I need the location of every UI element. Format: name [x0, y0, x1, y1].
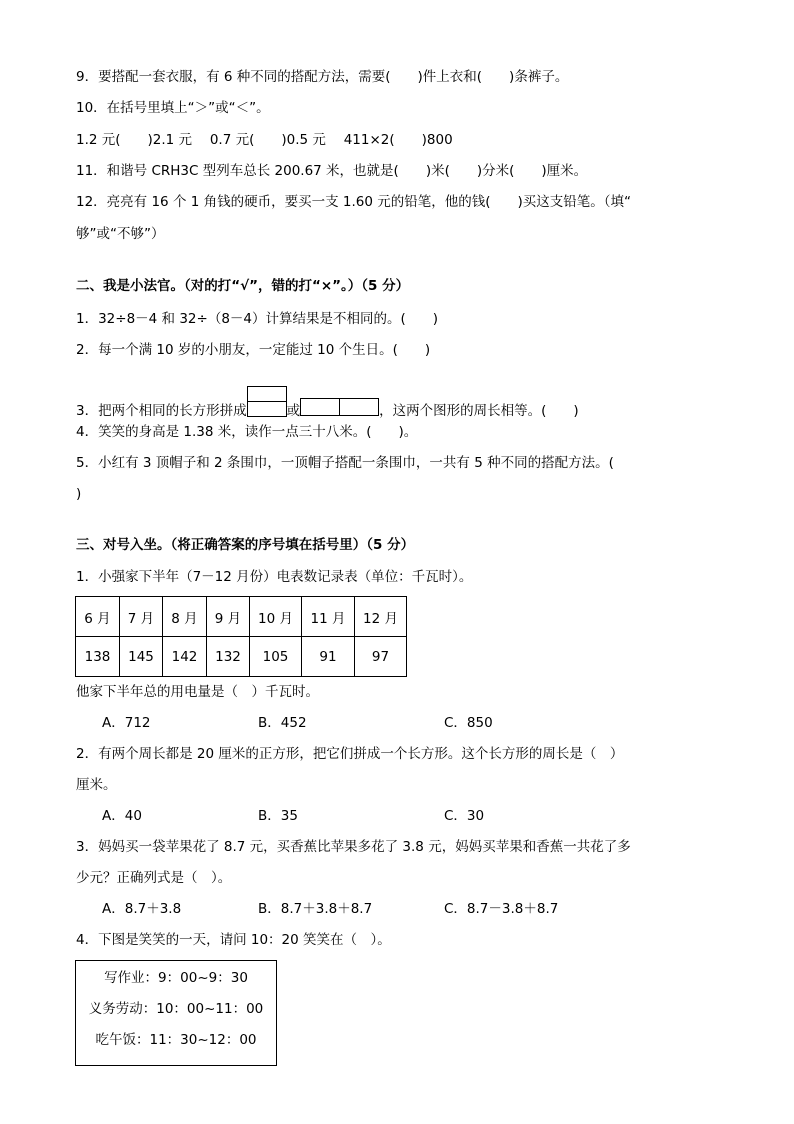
table-header-cell: 12 月 — [355, 597, 407, 637]
q2-option-b: B．35 — [258, 808, 298, 824]
table-header-cell: 10 月 — [250, 597, 302, 637]
q1-option-b: B．452 — [258, 715, 307, 731]
rectangle-right — [339, 398, 379, 416]
choice-question-3-line2: 少元？正确列式是（ ）。 — [76, 870, 232, 886]
table-row — [76, 637, 407, 677]
schedule-item: 写作业：9：00~9：30 — [104, 970, 248, 986]
q2-option-a: A．40 — [102, 808, 142, 824]
choice-question-1: 1．小强家下半年（7－12 月份）电表数记录表（单位：千瓦时）。 — [76, 569, 473, 585]
q3-option-a: A．8.7＋3.8 — [102, 901, 182, 917]
choice-question-1-ask: 他家下半年总的用电量是（ ）千瓦时。 — [76, 684, 319, 700]
q1-option-a: A．712 — [102, 715, 151, 731]
table-cell: 97 — [355, 637, 407, 677]
table-cell: 145 — [120, 637, 163, 677]
judge-question-5-line1: 5．小红有 3 顶帽子和 2 条围巾，一顶帽子搭配一条围巾，一共有 5 种不同的搭配方法。( — [76, 455, 614, 471]
choice-question-2-line2: 厘米。 — [76, 777, 117, 793]
question-10: 10．在括号里填上“＞”或“＜”。 — [76, 100, 270, 116]
judge-question-4: 4．笑笑的身高是 1.38 米，读作一点三十八米。( )。 — [76, 424, 418, 440]
rectangle-left — [300, 398, 339, 416]
schedule-item: 吃午饭：11：30~12：00 — [95, 1032, 257, 1048]
table-cell: 142 — [163, 637, 207, 677]
choice-question-2-line1: 2．有两个周长都是 20 厘米的正方形，把它们拼成一个长方形。这个长方形的周长是（ ） — [76, 746, 624, 762]
q1-option-c: C．850 — [444, 715, 493, 731]
table-header-cell: 6 月 — [76, 597, 120, 637]
electricity-meter-table — [75, 596, 407, 677]
judge-question-1: 1．32÷8－4 和 32÷（8－4）计算结果是不相同的。( ) — [76, 311, 439, 327]
judge-question-3-or: 或 — [286, 403, 301, 419]
q2-option-c: C．30 — [444, 808, 485, 824]
rectangle-top — [247, 386, 287, 401]
q3-option-c: C．8.7－3.8＋8.7 — [444, 901, 559, 917]
table-cell: 91 — [302, 637, 355, 677]
table-header-cell: 11 月 — [302, 597, 355, 637]
question-12-line1: 12．亮亮有 16 个 1 角钱的硬币，要买一支 1.60 元的铅笔，他的钱( )买这支铅笔。（填“ — [76, 194, 632, 210]
question-11: 11．和谐号 CRH3C 型列车总长 200.67 米，也就是( )米( )分米( )厘米。 — [76, 163, 588, 179]
choice-question-4: 4．下图是笑笑的一天，请问 10：20 笑笑在（ ）。 — [76, 932, 391, 948]
question-9: 9．要搭配一套衣服，有 6 种不同的搭配方法，需要( )件上衣和( )条裤子。 — [76, 69, 569, 85]
stacked-rectangles-figure — [247, 386, 287, 417]
table-cell: 138 — [76, 637, 120, 677]
judge-question-2: 2．每一个满 10 岁的小朋友，一定能过 10 个生日。( ) — [76, 342, 431, 358]
table-cell: 105 — [250, 637, 302, 677]
table-header-cell: 7 月 — [120, 597, 163, 637]
table-header-cell: 9 月 — [207, 597, 250, 637]
section-3-heading: 三、对号入坐。（将正确答案的序号填在括号里）（5 分） — [76, 537, 415, 553]
section-2-heading: 二、我是小法官。（对的打“√”，错的打“×”。）（5 分） — [76, 278, 410, 294]
table-header-row — [76, 597, 407, 637]
side-by-side-rectangles-figure — [300, 397, 379, 417]
question-10-items: 1.2 元( )2.1 元 0.7 元( )0.5 元 411×2( )800 — [76, 132, 453, 148]
judge-question-3-suffix: ，这两个图形的周长相等。( ) — [379, 403, 579, 419]
judge-question-5-line2: ) — [76, 486, 82, 502]
rectangle-bottom — [247, 401, 287, 417]
table-cell: 132 — [207, 637, 250, 677]
schedule-item: 义务劳动：10：00~11：00 — [88, 1001, 264, 1017]
judge-question-3 — [76, 390, 579, 421]
q3-option-b: B．8.7＋3.8＋8.7 — [258, 901, 373, 917]
table-header-cell: 8 月 — [163, 597, 207, 637]
judge-question-3-prefix: 3．把两个相同的长方形拼成 — [76, 403, 247, 419]
choice-question-3-line1: 3．妈妈买一袋苹果花了 8.7 元，买香蕉比苹果多花了 3.8 元，妈妈买苹果和香蕉一共花了多 — [76, 839, 631, 855]
question-12-line2: 够”或“不够”） — [76, 226, 165, 242]
daily-schedule-box — [75, 960, 277, 1066]
